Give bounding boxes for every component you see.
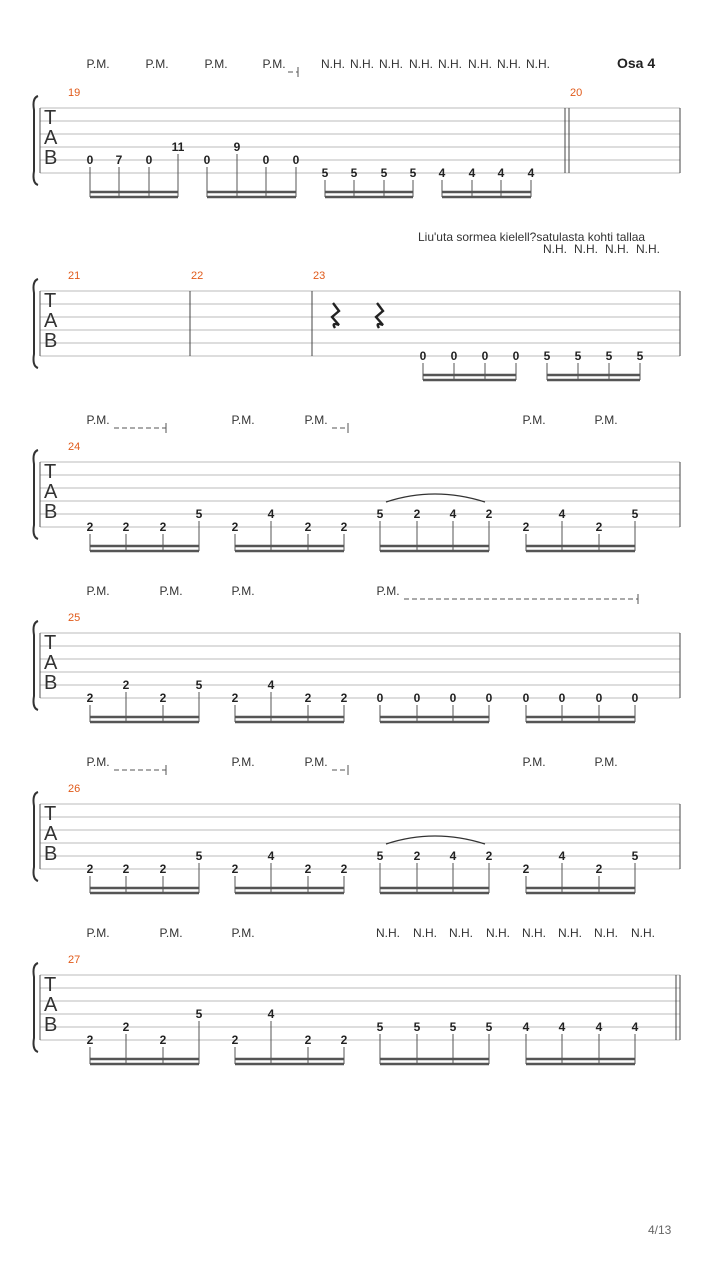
measure-number: 19 bbox=[68, 87, 81, 99]
fret-number: 2 bbox=[304, 520, 312, 534]
technique-annotation: N.H. bbox=[379, 57, 403, 71]
tab-system bbox=[34, 755, 681, 893]
tab-clef-letter: T bbox=[44, 632, 57, 654]
tab-clef-letter: T bbox=[44, 107, 57, 129]
instruction-text: Liu'uta sormea kielell?satulasta kohti tallaa bbox=[418, 230, 646, 244]
systems-layer bbox=[34, 57, 681, 1064]
tab-system bbox=[34, 584, 681, 722]
tab-clef-letter: A bbox=[44, 310, 58, 332]
fret-number: 4 bbox=[267, 507, 275, 521]
technique-annotation: P.M. bbox=[159, 584, 183, 598]
tab-system bbox=[34, 57, 681, 197]
fret-number: 5 bbox=[574, 349, 582, 363]
technique-annotation: N.H. bbox=[438, 57, 462, 71]
fret-number: 4 bbox=[558, 507, 566, 521]
measure-number: 21 bbox=[68, 270, 81, 282]
fret-number: 2 bbox=[159, 520, 167, 534]
fret-number: 0 bbox=[449, 691, 457, 705]
system-bracket bbox=[34, 621, 39, 710]
fret-number: 5 bbox=[195, 678, 203, 692]
tab-clef-letter: T bbox=[44, 461, 57, 483]
fret-number: 4 bbox=[267, 678, 275, 692]
fret-number: 4 bbox=[267, 1007, 275, 1021]
fret-number: 4 bbox=[497, 166, 505, 180]
measure-number: 26 bbox=[68, 783, 81, 795]
fret-number: 2 bbox=[340, 1033, 348, 1047]
fret-number: 5 bbox=[631, 507, 639, 521]
fret-number: 2 bbox=[304, 1033, 312, 1047]
tab-clef-letter: A bbox=[44, 481, 58, 503]
technique-annotation: P.M. bbox=[86, 57, 110, 71]
technique-annotation: P.M. bbox=[86, 584, 110, 598]
fret-number: 2 bbox=[522, 520, 530, 534]
fret-number: 0 bbox=[419, 349, 427, 363]
fret-number: 0 bbox=[86, 153, 94, 167]
measure-number: 23 bbox=[313, 270, 326, 282]
technique-annotation: P.M. bbox=[231, 584, 255, 598]
fret-number: 2 bbox=[340, 691, 348, 705]
quarter-rest bbox=[332, 303, 339, 328]
fret-number: 0 bbox=[145, 153, 153, 167]
measure-number: 20 bbox=[570, 87, 583, 99]
technique-annotation: N.H. bbox=[468, 57, 492, 71]
tab-clef-letter: B bbox=[44, 1014, 58, 1036]
technique-annotation: P.M. bbox=[86, 413, 110, 427]
fret-number: 2 bbox=[485, 507, 493, 521]
fret-number: 2 bbox=[413, 849, 421, 863]
fret-number: 5 bbox=[409, 166, 417, 180]
fret-number: 4 bbox=[468, 166, 476, 180]
fret-number: 4 bbox=[267, 849, 275, 863]
technique-annotation: P.M. bbox=[86, 926, 110, 940]
technique-annotation: N.H. bbox=[605, 242, 629, 256]
technique-annotation: N.H. bbox=[350, 57, 374, 71]
fret-number: 4 bbox=[522, 1020, 530, 1034]
fret-number: 0 bbox=[203, 153, 211, 167]
tab-clef-letter: B bbox=[44, 672, 58, 694]
fret-number: 4 bbox=[631, 1020, 639, 1034]
technique-annotation: N.H. bbox=[409, 57, 433, 71]
fret-number: 2 bbox=[86, 691, 94, 705]
fret-number: 9 bbox=[233, 140, 241, 154]
fret-number: 2 bbox=[159, 1033, 167, 1047]
fret-number: 0 bbox=[481, 349, 489, 363]
fret-number: 2 bbox=[595, 520, 603, 534]
tab-clef-letter: T bbox=[44, 290, 57, 312]
technique-annotation: P.M. bbox=[304, 413, 328, 427]
fret-number: 0 bbox=[485, 691, 493, 705]
fret-number: 4 bbox=[558, 1020, 566, 1034]
technique-annotation: N.H. bbox=[449, 926, 473, 940]
fret-number: 5 bbox=[449, 1020, 457, 1034]
technique-annotation: P.M. bbox=[522, 755, 546, 769]
fret-number: 5 bbox=[376, 507, 384, 521]
fret-number: 2 bbox=[231, 1033, 239, 1047]
fret-number: 5 bbox=[376, 849, 384, 863]
tab-clef-letter: T bbox=[44, 974, 57, 996]
fret-number: 4 bbox=[527, 166, 535, 180]
fret-number: 0 bbox=[450, 349, 458, 363]
fret-number: 11 bbox=[171, 140, 185, 154]
tab-system bbox=[34, 413, 681, 551]
fret-number: 0 bbox=[376, 691, 384, 705]
fret-number: 0 bbox=[262, 153, 270, 167]
fret-number: 2 bbox=[122, 1020, 130, 1034]
technique-annotation: P.M. bbox=[522, 413, 546, 427]
system-bracket bbox=[34, 792, 39, 881]
technique-annotation: N.H. bbox=[497, 57, 521, 71]
technique-annotation: P.M. bbox=[594, 755, 618, 769]
fret-number: 2 bbox=[231, 862, 239, 876]
measure-number: 25 bbox=[68, 612, 81, 624]
fret-number: 5 bbox=[376, 1020, 384, 1034]
section-title: Osa 4 bbox=[617, 55, 656, 71]
fret-number: 2 bbox=[413, 507, 421, 521]
tab-clef-letter: A bbox=[44, 127, 58, 149]
fret-number: 0 bbox=[595, 691, 603, 705]
technique-annotation: N.H. bbox=[558, 926, 582, 940]
fret-number: 5 bbox=[195, 507, 203, 521]
fret-number: 5 bbox=[380, 166, 388, 180]
fret-number: 0 bbox=[631, 691, 639, 705]
fret-number: 5 bbox=[485, 1020, 493, 1034]
fret-number: 2 bbox=[231, 520, 239, 534]
fret-number: 4 bbox=[438, 166, 446, 180]
technique-annotation: P.M. bbox=[86, 755, 110, 769]
technique-annotation: P.M. bbox=[145, 57, 169, 71]
fret-number: 4 bbox=[558, 849, 566, 863]
fret-number: 2 bbox=[86, 520, 94, 534]
fret-number: 5 bbox=[413, 1020, 421, 1034]
fret-number: 2 bbox=[340, 520, 348, 534]
measure-number: 27 bbox=[68, 954, 81, 966]
technique-annotation: N.H. bbox=[526, 57, 550, 71]
technique-annotation: N.H. bbox=[574, 242, 598, 256]
fret-number: 5 bbox=[350, 166, 358, 180]
fret-number: 2 bbox=[595, 862, 603, 876]
technique-annotation: N.H. bbox=[594, 926, 618, 940]
system-bracket bbox=[34, 279, 39, 368]
technique-annotation: N.H. bbox=[413, 926, 437, 940]
fret-number: 4 bbox=[449, 849, 457, 863]
fret-number: 2 bbox=[159, 862, 167, 876]
fret-number: 5 bbox=[543, 349, 551, 363]
technique-annotation: P.M. bbox=[304, 755, 328, 769]
tab-clef-letter: B bbox=[44, 330, 58, 352]
technique-annotation: P.M. bbox=[231, 413, 255, 427]
fret-number: 5 bbox=[195, 1007, 203, 1021]
measure-number: 22 bbox=[191, 270, 204, 282]
fret-number: 5 bbox=[605, 349, 613, 363]
fret-number: 2 bbox=[231, 691, 239, 705]
fret-number: 4 bbox=[449, 507, 457, 521]
fret-number: 0 bbox=[413, 691, 421, 705]
system-bracket bbox=[34, 963, 39, 1052]
fret-number: 0 bbox=[558, 691, 566, 705]
technique-annotation: N.H. bbox=[321, 57, 345, 71]
fret-number: 2 bbox=[122, 678, 130, 692]
fret-number: 5 bbox=[195, 849, 203, 863]
tab-clef-letter: B bbox=[44, 843, 58, 865]
technique-annotation: P.M. bbox=[376, 584, 400, 598]
system-bracket bbox=[34, 450, 39, 539]
fret-number: 2 bbox=[304, 862, 312, 876]
fret-number: 5 bbox=[636, 349, 644, 363]
fret-number: 2 bbox=[86, 862, 94, 876]
tab-clef-letter: A bbox=[44, 994, 58, 1016]
tab-clef-letter: A bbox=[44, 823, 58, 845]
fret-number: 2 bbox=[122, 862, 130, 876]
fret-number: 2 bbox=[122, 520, 130, 534]
tab-system bbox=[34, 242, 681, 380]
page-number: 4/13 bbox=[648, 1223, 672, 1237]
technique-annotation: N.H. bbox=[543, 242, 567, 256]
technique-annotation: P.M. bbox=[262, 57, 286, 71]
fret-number: 0 bbox=[292, 153, 300, 167]
technique-annotation: P.M. bbox=[231, 926, 255, 940]
fret-number: 0 bbox=[512, 349, 520, 363]
fret-number: 4 bbox=[595, 1020, 603, 1034]
technique-annotation: N.H. bbox=[486, 926, 510, 940]
measure-number: 24 bbox=[68, 441, 81, 453]
tab-clef-letter: B bbox=[44, 501, 58, 523]
technique-annotation: N.H. bbox=[636, 242, 660, 256]
fret-number: 2 bbox=[86, 1033, 94, 1047]
fret-number: 5 bbox=[321, 166, 329, 180]
quarter-rest bbox=[376, 303, 383, 328]
technique-annotation: P.M. bbox=[594, 413, 618, 427]
fret-number: 2 bbox=[159, 691, 167, 705]
technique-annotation: N.H. bbox=[522, 926, 546, 940]
tab-clef-letter: B bbox=[44, 147, 58, 169]
technique-annotation: N.H. bbox=[631, 926, 655, 940]
fret-number: 2 bbox=[304, 691, 312, 705]
system-bracket bbox=[34, 96, 39, 185]
fret-number: 2 bbox=[522, 862, 530, 876]
fret-number: 2 bbox=[340, 862, 348, 876]
technique-annotation: P.M. bbox=[231, 755, 255, 769]
tab-clef-letter: T bbox=[44, 803, 57, 825]
fret-number: 0 bbox=[522, 691, 530, 705]
technique-annotation: P.M. bbox=[204, 57, 228, 71]
tab-clef-letter: A bbox=[44, 652, 58, 674]
fret-number: 5 bbox=[631, 849, 639, 863]
technique-annotation: N.H. bbox=[376, 926, 400, 940]
fret-number: 2 bbox=[485, 849, 493, 863]
technique-annotation: P.M. bbox=[159, 926, 183, 940]
fret-number: 7 bbox=[115, 153, 123, 167]
tab-system bbox=[34, 926, 681, 1064]
